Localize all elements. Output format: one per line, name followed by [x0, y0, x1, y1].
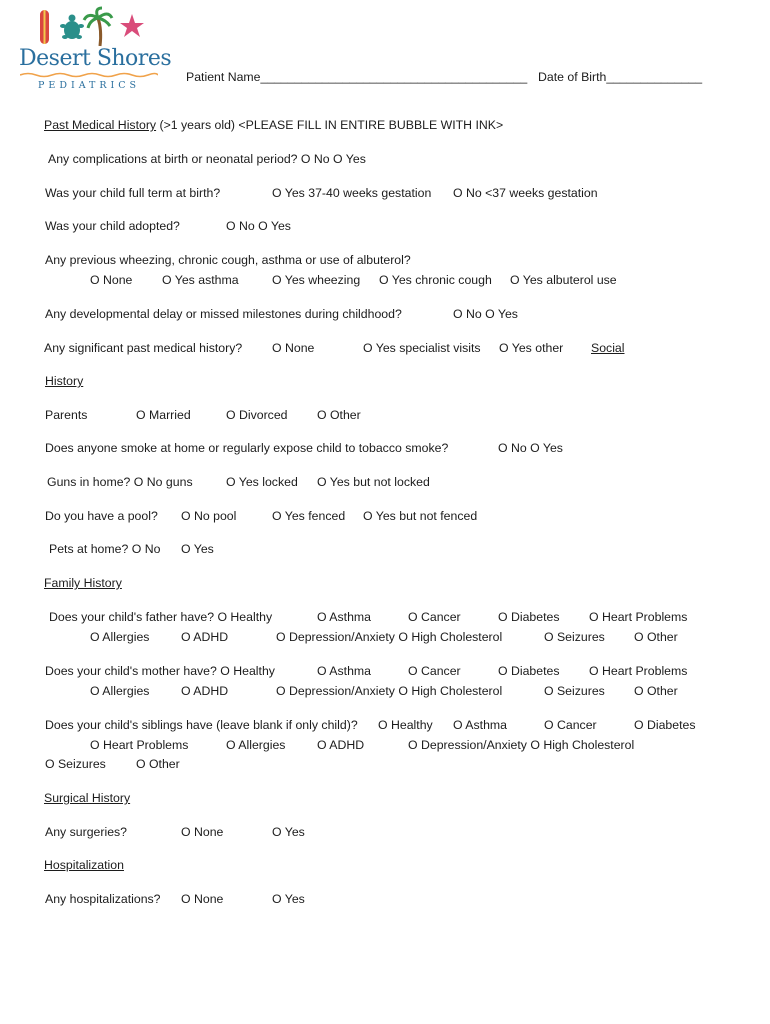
mother-depression-cholesterol-options[interactable]: O Depression/Anxiety O High Cholesterol	[276, 684, 503, 698]
social-heading-part: Social	[591, 341, 625, 355]
parents-other-option[interactable]: O Other	[317, 408, 361, 422]
past-medical-heading: Past Medical History	[44, 118, 157, 132]
mother-allergies-option[interactable]: O Allergies	[90, 684, 150, 698]
wheezing-asthma-option[interactable]: O Yes asthma	[162, 273, 239, 287]
practice-logo	[14, 6, 172, 94]
pool-question: Do you have a pool?	[45, 509, 158, 523]
father-other-option[interactable]: O Other	[634, 630, 678, 644]
father-diabetes-option[interactable]: O Diabetes	[498, 610, 560, 624]
father-adhd-option[interactable]: O ADHD	[181, 630, 229, 644]
adopted-options[interactable]: O No O Yes	[226, 219, 291, 233]
father-question[interactable]: Does your child's father have? O Healthy	[49, 610, 273, 624]
pool-none-option[interactable]: O No pool	[181, 509, 237, 523]
wheezing-yes-option[interactable]: O Yes wheezing	[272, 273, 361, 287]
date-of-birth-field[interactable]: Date of Birth______________	[538, 70, 703, 84]
wheezing-albuterol-option[interactable]: O Yes albuterol use	[510, 273, 617, 287]
mother-cancer-option[interactable]: O Cancer	[408, 664, 461, 678]
logo-subtitle: PEDIATRICS	[38, 80, 141, 91]
parents-married-option[interactable]: O Married	[136, 408, 191, 422]
family-history-heading: Family History	[44, 576, 122, 590]
surgeries-question: Any surgeries?	[45, 825, 128, 839]
siblings-healthy-option[interactable]: O Healthy	[378, 718, 433, 732]
developmental-delay-options[interactable]: O No O Yes	[453, 307, 518, 321]
hospitalizations-question: Any hospitalizations?	[45, 892, 161, 906]
past-medical-heading-row	[44, 118, 503, 132]
guns-locked-option[interactable]: O Yes locked	[226, 475, 298, 489]
beach-icons	[36, 6, 146, 50]
patient-name-field[interactable]: Patient Name_______________________________________	[186, 70, 528, 84]
pets-question[interactable]: Pets at home? O No	[49, 542, 161, 556]
siblings-other-option[interactable]: O Other	[136, 757, 180, 771]
siblings-diabetes-option[interactable]: O Diabetes	[634, 718, 696, 732]
father-depression-cholesterol-options[interactable]: O Depression/Anxiety O High Cholesterol	[276, 630, 503, 644]
surgeries-yes-option[interactable]: O Yes	[272, 825, 305, 839]
full-term-yes-option[interactable]: O Yes 37-40 weeks gestation	[272, 186, 432, 200]
logo-wave	[20, 72, 158, 78]
surgical-history-heading: Surgical History	[44, 791, 131, 805]
wheezing-none-option[interactable]: O None	[90, 273, 133, 287]
pool-fenced-option[interactable]: O Yes fenced	[272, 509, 346, 523]
wheezing-question: Any previous wheezing, chronic cough, asthma or use of albuterol?	[45, 253, 411, 267]
father-seizures-option[interactable]: O Seizures	[544, 630, 605, 644]
significant-history-specialist-option[interactable]: O Yes specialist visits	[363, 341, 481, 355]
smoke-question: Does anyone smoke at home or regularly expose child to tobacco smoke?	[45, 441, 449, 455]
birth-complications-question[interactable]: Any complications at birth or neonatal period? O No O Yes	[48, 152, 366, 166]
mother-seizures-option[interactable]: O Seizures	[544, 684, 605, 698]
parents-divorced-option[interactable]: O Divorced	[226, 408, 288, 422]
full-term-no-option[interactable]: O No <37 weeks gestation	[453, 186, 598, 200]
mother-diabetes-option[interactable]: O Diabetes	[498, 664, 560, 678]
parents-label: Parents	[45, 408, 88, 422]
pool-not-fenced-option[interactable]: O Yes but not fenced	[363, 509, 478, 523]
full-term-question: Was your child full term at birth?	[45, 186, 221, 200]
siblings-heart-option[interactable]: O Heart Problems	[90, 738, 189, 752]
wheezing-chronic-cough-option[interactable]: O Yes chronic cough	[379, 273, 492, 287]
siblings-depression-cholesterol-options[interactable]: O Depression/Anxiety O High Cholesterol	[408, 738, 635, 752]
pets-yes-option[interactable]: O Yes	[181, 542, 214, 556]
surgeries-none-option[interactable]: O None	[181, 825, 224, 839]
hospitalizations-none-option[interactable]: O None	[181, 892, 224, 906]
smoke-options[interactable]: O No O Yes	[498, 441, 563, 455]
father-asthma-option[interactable]: O Asthma	[317, 610, 371, 624]
father-cancer-option[interactable]: O Cancer	[408, 610, 461, 624]
mother-heart-option[interactable]: O Heart Problems	[589, 664, 688, 678]
logo-wordmark: Desert Shores	[19, 46, 172, 71]
mother-question[interactable]: Does your child's mother have? O Healthy	[45, 664, 275, 678]
social-history-heading: History	[45, 374, 84, 388]
developmental-delay-question: Any developmental delay or missed milestones during childhood?	[45, 307, 402, 321]
mother-adhd-option[interactable]: O ADHD	[181, 684, 229, 698]
fill-instruction: (>1 years old) <PLEASE FILL IN ENTIRE BUBBLE WITH INK>	[156, 118, 504, 132]
siblings-asthma-option[interactable]: O Asthma	[453, 718, 507, 732]
siblings-seizures-option[interactable]: O Seizures	[45, 757, 106, 771]
significant-history-other-option[interactable]: O Yes other	[499, 341, 564, 355]
siblings-question: Does your child's siblings have (leave blank if only child)?	[45, 718, 358, 732]
mother-other-option[interactable]: O Other	[634, 684, 678, 698]
mother-asthma-option[interactable]: O Asthma	[317, 664, 371, 678]
guns-question[interactable]: Guns in home? O No guns	[47, 475, 193, 489]
guns-not-locked-option[interactable]: O Yes but not locked	[317, 475, 430, 489]
siblings-adhd-option[interactable]: O ADHD	[317, 738, 365, 752]
hospitalizations-yes-option[interactable]: O Yes	[272, 892, 305, 906]
siblings-cancer-option[interactable]: O Cancer	[544, 718, 597, 732]
siblings-allergies-option[interactable]: O Allergies	[226, 738, 286, 752]
significant-history-question: Any significant past medical history?	[44, 341, 243, 355]
adopted-question: Was your child adopted?	[45, 219, 180, 233]
hospitalization-heading: Hospitalization	[44, 858, 124, 872]
significant-history-none-option[interactable]: O None	[272, 341, 315, 355]
father-allergies-option[interactable]: O Allergies	[90, 630, 150, 644]
father-heart-option[interactable]: O Heart Problems	[589, 610, 688, 624]
